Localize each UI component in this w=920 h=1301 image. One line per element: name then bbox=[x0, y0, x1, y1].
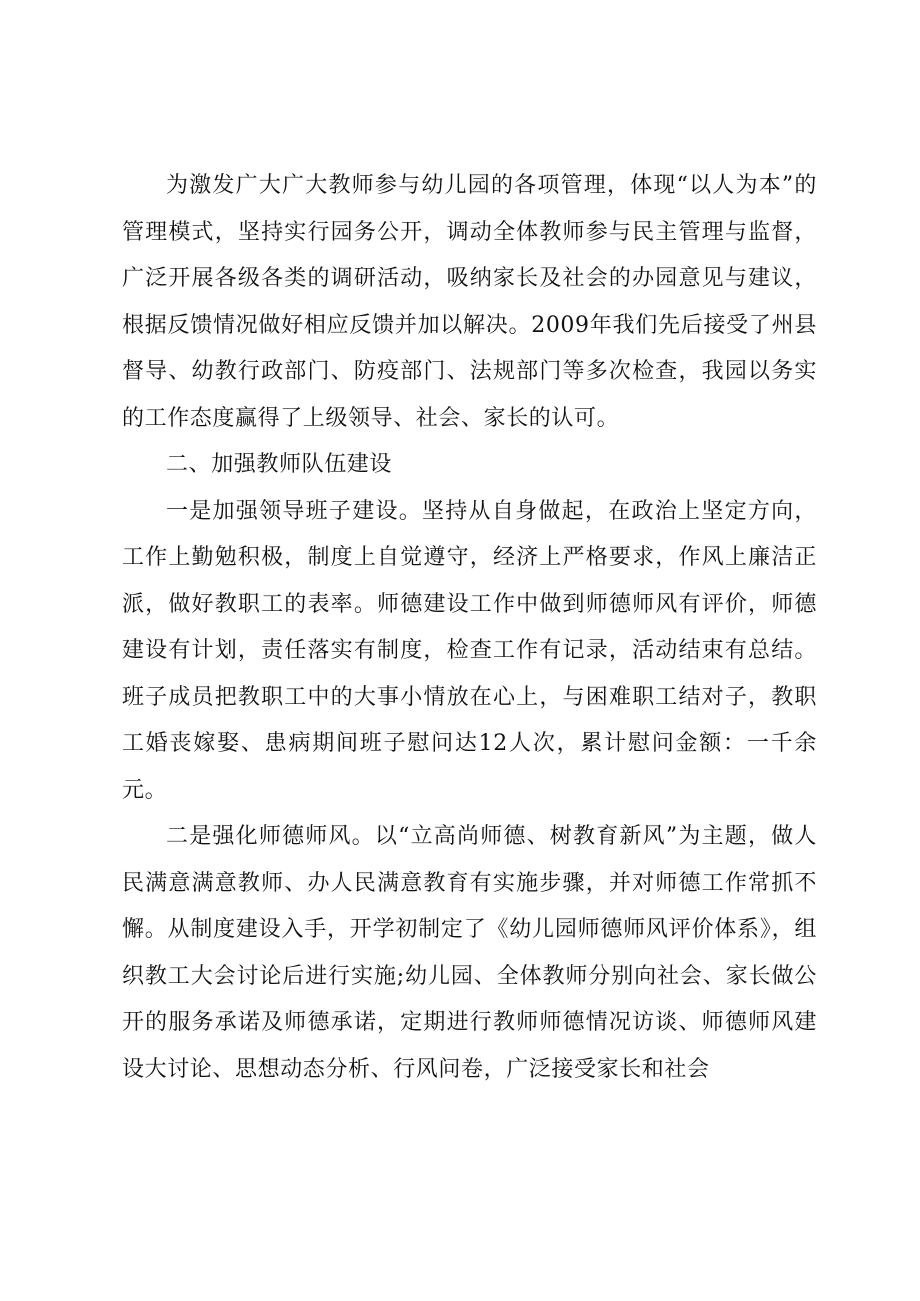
paragraph-school-affairs: 为激发广大广大教师参与幼儿园的各项管理，体现“以人为本”的管理模式，坚持实行园务公开，调动全体教师参与民主管理与监督，广泛开展各级各类的调研活动，吸纳家长及社会的办园意见与建议，根据反馈情况做好相应反馈并加以解决。2009年我们先后接受了州县督导、幼教行政部门、防疫部门、法规部门等多次检查，我园以务实的工作态度赢得了上级领导、社会、家长的认可。 bbox=[122, 173, 817, 431]
section-heading-teacher-team: 二、加强教师队伍建设 bbox=[166, 452, 393, 477]
paragraph-teacher-ethics: 二是强化师德师风。以“立高尚师德、树教育新风”为主题，做人民满意满意教师、办人民满意教育有实施步骤，并对师德工作常抓不懈。从制度建设入手，开学初制定了《幼儿园师德师风评价体系》，组织教工大会讨论后进行实施;幼儿园、全体教师分别向社会、家长做公开的服务承诺及师德承诺，定期进行教师师德情况访谈、师德师风建设大讨论、思想动态分析、行风问卷，广泛接受家长和社会 bbox=[122, 824, 817, 1082]
paragraph-leadership: 一是加强领导班子建设。坚持从自身做起，在政治上坚定方向，工作上勤勉积极，制度上自觉遵守，经济上严格要求，作风上廉洁正派，做好教职工的表率。师德建设工作中做到师德师风有评价，师德建设有计划，责任落实有制度，检查工作有记录，活动结束有总结。班子成员把教职工中的大事小情放在心上，与困难职工结对子，教职工婚丧嫁娶、患病期间班子慰问达12人次，累计慰问金额：一千余元。 bbox=[122, 498, 817, 803]
document-body bbox=[122, 163, 817, 1093]
